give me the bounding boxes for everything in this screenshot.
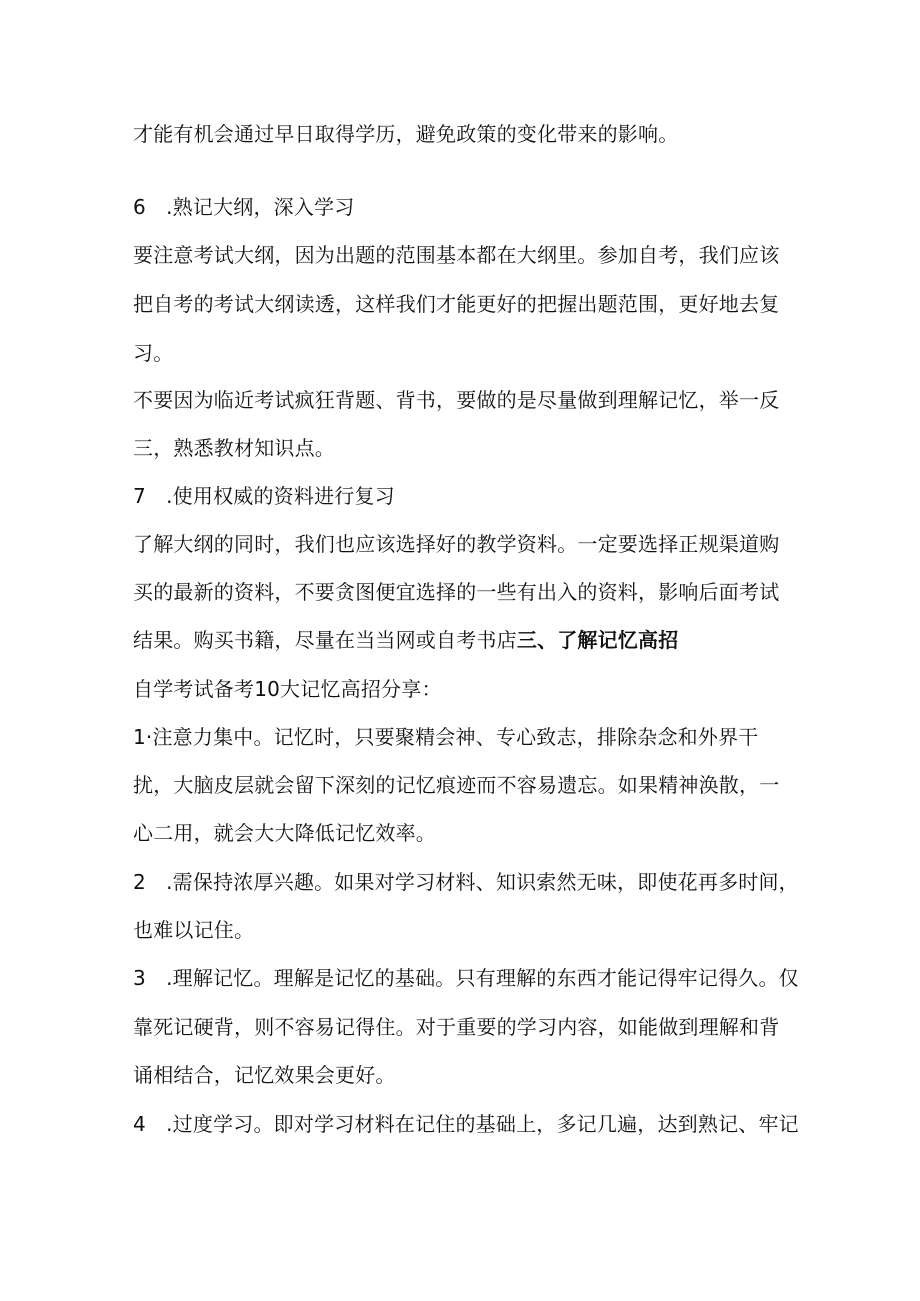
paragraph-line: 才能有机会通过早日取得学历，避免政策的变化带来的影响。 <box>133 122 679 146</box>
paragraph-line: 把自考的考试大纲读透，这样我们才能更好的把握出题范围，更好地去复 <box>133 292 780 316</box>
section-heading: 三、了解记忆高招 <box>516 628 679 652</box>
paragraph-line: 习。 <box>133 341 174 365</box>
list-item-1: 1·注意力集中。记忆时，只要聚精会神、专心致志，排除杂念和外界干 <box>133 725 759 749</box>
paragraph-line: 心二用，就会大大降低记忆效率。 <box>133 821 436 845</box>
subheading: 自学考试备考10大记忆高招分享： <box>133 677 442 701</box>
paragraph-line: 了解大纲的同时，我们也应该选择好的教学资料。一定要选择正规渠道购 <box>133 532 780 556</box>
paragraph-line: 诵相结合，记忆效果会更好。 <box>133 1063 396 1087</box>
paragraph-text: 结果。购买书籍，尽量在当当网或自考书店 <box>133 628 517 652</box>
paragraph-line-with-heading <box>133 626 813 654</box>
list-item-4: 4 .过度学习。即对学习材料在记住的基础上，多记几遍，达到熟记、牢记 <box>133 1112 799 1136</box>
numbered-heading-6: 6 .熟记大纲，深入学习 <box>133 195 355 219</box>
numbered-heading-7: 7 .使用权威的资料进行复习 <box>133 484 395 508</box>
list-item-3: 3 .理解记忆。理解是记忆的基础。只有理解的东西才能记得牢记得久。仅 <box>133 966 799 990</box>
paragraph-line: 也难以记住。 <box>133 918 255 942</box>
paragraph-line: 扰，大脑皮层就会留下深刻的记忆痕迹而不容易遗忘。如果精神涣散，一 <box>133 773 780 797</box>
paragraph-line: 要注意考试大纲，因为出题的范围基本都在大纲里。参加自考，我们应该 <box>133 243 780 267</box>
paragraph-line: 三，熟悉教材知识点。 <box>133 436 335 460</box>
paragraph-line: 买的最新的资料，不要贪图便宜选择的一些有出入的资料，影响后面考试 <box>133 580 780 604</box>
list-item-2: 2 .需保持浓厚兴趣。如果对学习材料、知识索然无味，即使花再多时间， <box>133 870 799 894</box>
paragraph-line: 靠死记硬背，则不容易记得住。对于重要的学习内容，如能做到理解和背 <box>133 1015 780 1039</box>
paragraph-line: 不要因为临近考试疯狂背题、背书，要做的是尽量做到理解记忆，举一反 <box>133 388 780 412</box>
